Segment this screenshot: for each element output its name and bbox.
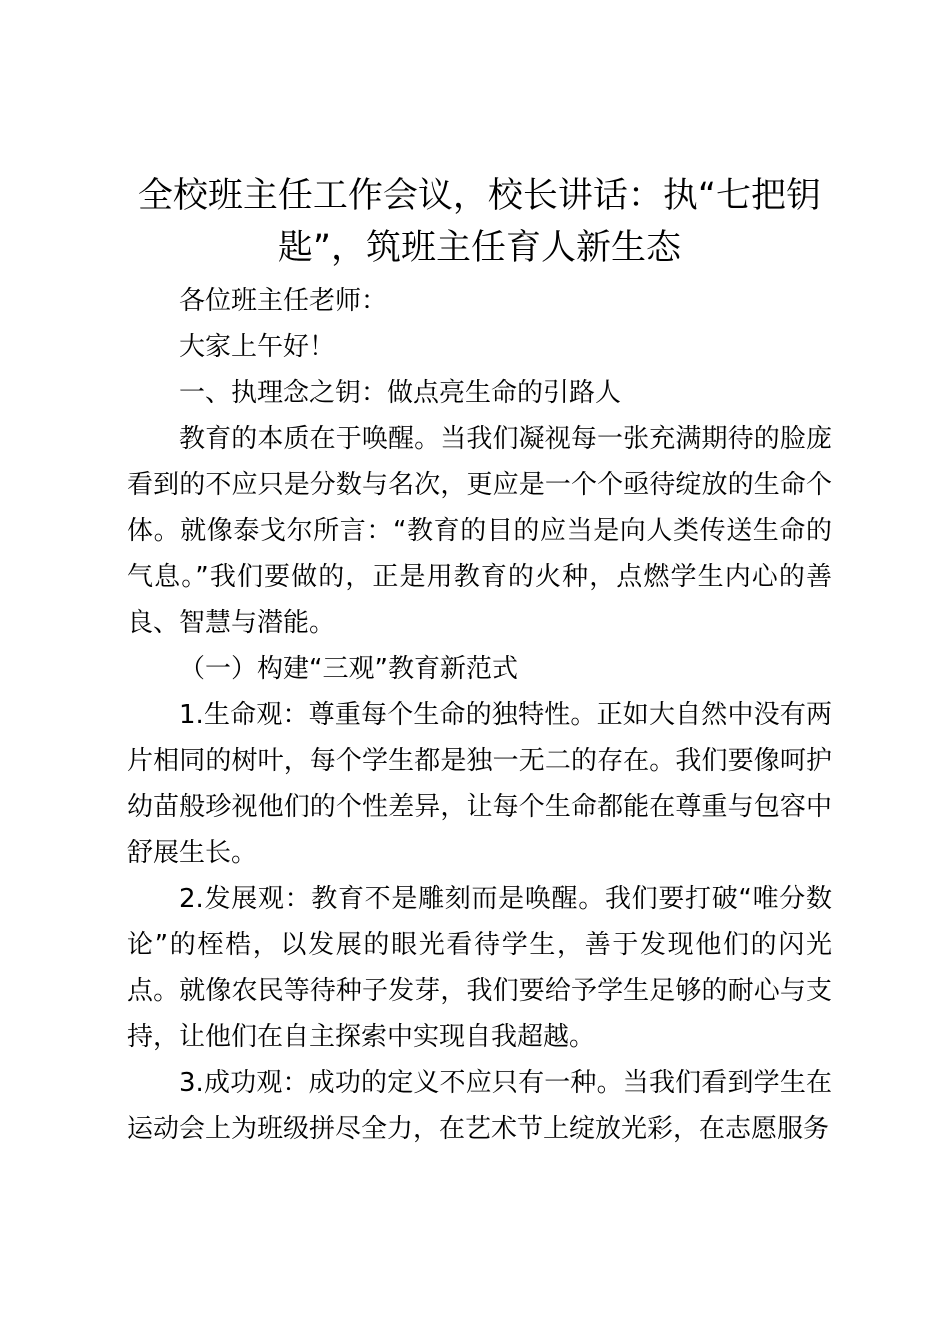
paragraph-life-view: 1.生命观：尊重每个生命的独特性。正如大自然中没有两片相同的树叶，每个学生都是独一无二的存在。我们要像呵护幼苗般珍视他们的个性差异，让每个生命都能在尊重与包容中舒展生长。: [127, 700, 832, 868]
document-body: [127, 170, 832, 1152]
paragraph-success-view: 3.成功观：成功的定义不应只有一种。当我们看到学生在运动会上为班级拼尽全力，在艺术节上绽放光彩，在志愿服务: [127, 1068, 832, 1144]
greeting: 大家上午好！: [179, 332, 336, 362]
paragraph-education-essence: 教育的本质在于唤醒。当我们凝视每一张充满期待的脸庞看到的不应只是分数与名次，更应是一个个亟待绽放的生命个体。就像泰戈尔所言：“教育的目的应当是向人类传送生命的气息。”我们要做的，正是用教育的火种，点燃学生内心的善良、智慧与潜能。: [127, 424, 832, 638]
subsection-heading-1: （一）构建“三观”教育新范式: [179, 654, 518, 684]
section-heading-1: 一、执理念之钥：做点亮生命的引路人: [179, 378, 622, 408]
paragraph-development-view: 2.发展观：教育不是雕刻而是唤醒。我们要打破“唯分数论”的桎梏，以发展的眼光看待学生，善于发现他们的闪光点。就像农民等待种子发芽，我们要给予学生足够的耐心与支持，让他们在自主探索中实现自我超越。: [127, 884, 832, 1052]
salutation: 各位班主任老师：: [179, 286, 388, 316]
document-title: 全校班主任工作会议，校长讲话：执“七把钥匙”，筑班主任育人新生态: [137, 176, 822, 268]
